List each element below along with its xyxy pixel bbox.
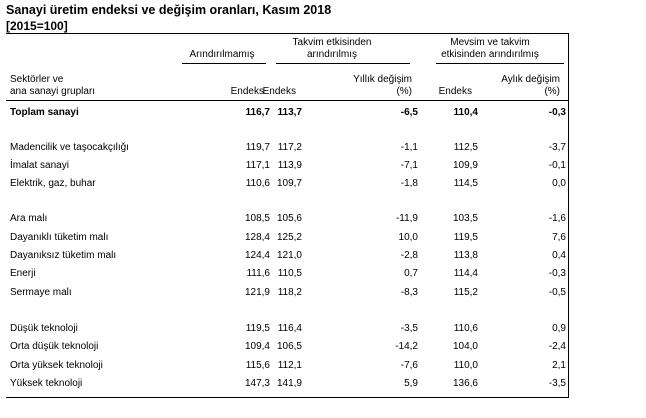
cell-index-unadjusted: 115,6 <box>245 360 270 371</box>
cell-monthly-change: -0,5 <box>548 287 566 298</box>
header-monthly-change-line1: Aylık değişim <box>501 74 560 85</box>
cell-annual-change: -6,5 <box>400 107 418 118</box>
cell-index-calendar: 112,1 <box>277 360 302 371</box>
cell-index-calendar: 110,5 <box>277 268 302 279</box>
cell-index-seasonal: 110,4 <box>453 107 478 118</box>
cell-index-calendar: 141,9 <box>276 378 302 389</box>
row-label: Toplam sanayi <box>10 107 79 118</box>
cell-index-seasonal: 110,0 <box>453 360 478 371</box>
cell-index-unadjusted: 121,9 <box>244 287 270 298</box>
row-label: Elektrik, gaz, buhar <box>10 178 96 189</box>
table-row <box>6 159 568 173</box>
row-label: Dayanıklı tüketim malı <box>10 232 109 243</box>
cell-index-unadjusted: 109,4 <box>244 341 270 352</box>
cell-index-unadjusted: 119,5 <box>245 323 270 334</box>
cell-annual-change: -1,1 <box>400 142 418 153</box>
cell-index-calendar: 113,7 <box>277 107 302 118</box>
table-row <box>6 267 568 281</box>
header-calendar-adjusted-line2: arındırılmış <box>306 49 357 60</box>
cell-index-seasonal: 115,2 <box>453 287 478 298</box>
cell-annual-change: -3,5 <box>400 323 418 334</box>
cell-index-seasonal: 114,5 <box>453 178 478 189</box>
cell-annual-change: -1,8 <box>400 178 418 189</box>
header-seasonal-adjusted-rule <box>436 63 564 64</box>
cell-index-unadjusted: 117,1 <box>245 160 270 171</box>
cell-index-unadjusted: 147,3 <box>244 378 270 389</box>
cell-annual-change: -2,8 <box>400 250 418 261</box>
cell-annual-change: -8,3 <box>400 287 418 298</box>
table-row <box>6 212 568 226</box>
cell-index-unadjusted: 124,4 <box>244 250 270 261</box>
cell-index-calendar: 121,0 <box>276 250 302 261</box>
cell-monthly-change: -0,3 <box>548 268 566 279</box>
header-calendar-adjusted-rule <box>276 63 410 64</box>
header-index-unadjusted: Endeks <box>230 86 264 97</box>
cell-index-unadjusted: 108,5 <box>244 213 270 224</box>
cell-monthly-change: 0,4 <box>552 250 566 261</box>
cell-index-seasonal: 119,5 <box>453 232 478 243</box>
cell-index-seasonal: 112,5 <box>453 142 478 153</box>
row-label: Ara malı <box>10 213 48 224</box>
cell-index-unadjusted: 116,7 <box>245 107 270 118</box>
cell-index-calendar: 125,2 <box>276 232 302 243</box>
cell-index-seasonal: 109,9 <box>452 160 478 171</box>
row-label: Orta yüksek teknoloji <box>10 360 103 371</box>
cell-monthly-change: -3,7 <box>548 142 566 153</box>
row-label: Enerji <box>10 268 36 279</box>
cell-monthly-change: -2,4 <box>548 341 566 352</box>
cell-index-seasonal: 110,6 <box>453 323 478 334</box>
row-label: Dayanıksız tüketim malı <box>10 250 117 261</box>
cell-annual-change: 0,7 <box>404 268 418 279</box>
cell-index-calendar: 109,7 <box>276 178 302 189</box>
table-row <box>6 340 568 354</box>
table-row <box>6 359 568 373</box>
header-sector-line2: ana sanayi grupları <box>10 86 96 97</box>
row-label: Sermaye malı <box>10 287 72 298</box>
cell-index-calendar: 116,4 <box>277 323 302 334</box>
table-bottom-rule <box>6 397 568 398</box>
cell-monthly-change: -1,6 <box>548 213 566 224</box>
cell-monthly-change: -0,1 <box>548 160 566 171</box>
cell-index-unadjusted: 119,7 <box>245 142 270 153</box>
cell-annual-change: -7,6 <box>400 360 418 371</box>
cell-index-unadjusted: 110,6 <box>245 178 270 189</box>
table-top-rule <box>6 33 568 34</box>
cell-annual-change: -11,9 <box>395 213 418 224</box>
header-index-calendar: Endeks <box>262 86 296 97</box>
table-title: Sanayi üretim endeksi ve değişim oranları, Kasım 2018 <box>6 3 332 17</box>
cell-index-calendar: 113,9 <box>277 160 302 171</box>
cell-annual-change: -7,1 <box>400 160 418 171</box>
header-calendar-adjusted-line1: Takvim etkisinden <box>292 37 372 48</box>
cell-index-seasonal: 103,5 <box>452 213 478 224</box>
header-annual-change-line1: Yıllık değişim <box>353 74 412 85</box>
row-label: Madencilik ve taşocakçılığı <box>10 142 129 153</box>
header-unadjusted-rule <box>182 63 266 64</box>
header-index-seasonal: Endeks <box>438 86 472 97</box>
table-row-total <box>6 106 568 120</box>
table-right-border <box>568 33 569 398</box>
cell-index-calendar: 106,5 <box>276 341 302 352</box>
cell-monthly-change: 2,1 <box>552 360 566 371</box>
header-unadjusted: Arındırılmamış <box>189 49 255 60</box>
cell-index-seasonal: 104,0 <box>452 341 478 352</box>
cell-monthly-change: 0,9 <box>552 323 566 334</box>
header-sector-line1: Sektörler ve <box>10 74 64 85</box>
cell-annual-change: 10,0 <box>398 232 418 243</box>
cell-index-unadjusted: 128,4 <box>244 232 270 243</box>
cell-annual-change: 5,9 <box>404 378 418 389</box>
row-label: Orta düşük teknoloji <box>10 341 99 352</box>
cell-monthly-change: 0,0 <box>552 178 566 189</box>
cell-index-seasonal: 136,6 <box>452 378 478 389</box>
cell-index-seasonal: 114,4 <box>453 268 478 279</box>
base-year-note: [2015=100] <box>6 19 68 33</box>
header-bottom-rule <box>6 100 568 101</box>
cell-monthly-change: -0,3 <box>548 107 566 118</box>
cell-index-calendar: 117,2 <box>277 142 302 153</box>
row-label: İmalat sanayi <box>10 160 69 171</box>
table-row <box>6 322 568 336</box>
row-label: Düşük teknoloji <box>10 323 78 334</box>
cell-monthly-change: 7,6 <box>552 232 566 243</box>
cell-index-seasonal: 113,8 <box>453 250 478 261</box>
table-row <box>6 177 568 191</box>
table-row <box>6 286 568 300</box>
header-annual-change-line2: (%) <box>396 86 412 97</box>
cell-index-calendar: 105,6 <box>276 213 302 224</box>
cell-monthly-change: -3,5 <box>548 378 566 389</box>
cell-annual-change: -14,2 <box>395 341 418 352</box>
cell-index-calendar: 118,2 <box>277 287 302 298</box>
header-seasonal-adjusted-line2: etkisinden arındırılmış <box>441 49 539 60</box>
table-row <box>6 249 568 263</box>
table-row <box>6 377 568 391</box>
cell-index-unadjusted: 111,6 <box>246 268 270 279</box>
header-seasonal-adjusted-line1: Mevsim ve takvim <box>450 37 530 48</box>
table-row <box>6 141 568 155</box>
table-row <box>6 231 568 245</box>
row-label: Yüksek teknoloji <box>10 378 83 389</box>
header-monthly-change-line2: (%) <box>544 86 560 97</box>
